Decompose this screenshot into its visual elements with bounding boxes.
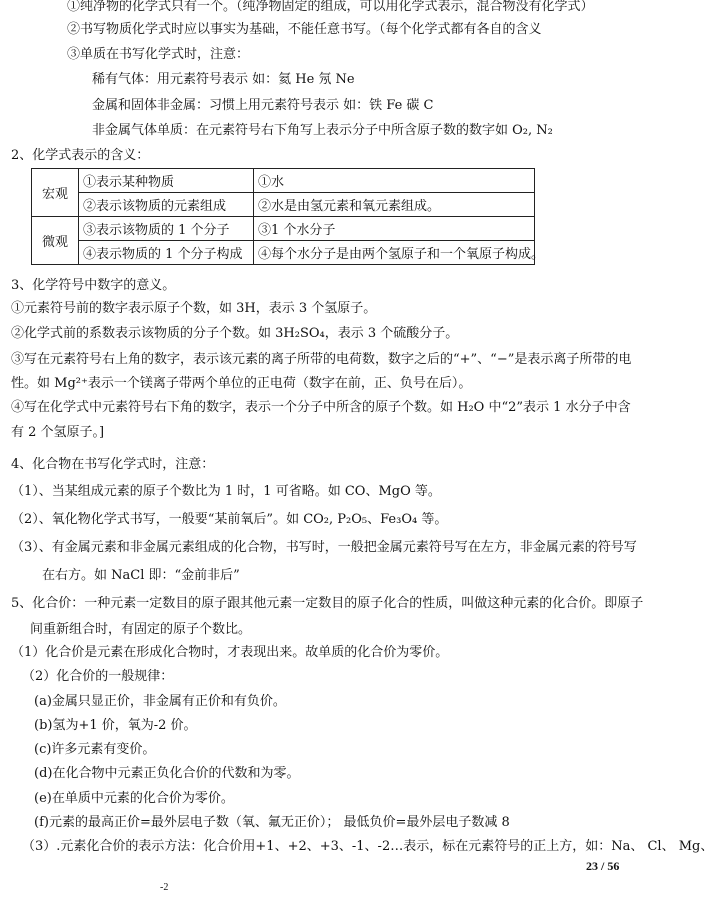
table-cell-micro: 微观 [32, 217, 79, 265]
table-cell: ③1 个水分子 [254, 217, 535, 241]
table-row [32, 241, 535, 265]
text-line-5: 金属和固体非金属：习惯上用元素符号表示 如：铁 Fe 碳 C [92, 98, 434, 113]
table-cell: ③表示该物质的 1 个分子 [79, 217, 254, 241]
text-line-11: ③写在元素符号右上角的数字，表示该元素的离子所带的电荷数，数字之后的“+”、“−”是表示离子所带的电 [11, 352, 632, 367]
text-line-14: 有 2 个氢原子。] [11, 425, 105, 440]
text-line-17: （2）、氧化物化学式书写，一般要“某前氧后”。如 CO₂, P₂O₅、Fe₃O₄ 等。 [11, 512, 448, 527]
text-line-27: (d)在化合物中元素正负化合价的代数和为零。 [34, 766, 300, 781]
text-line-2: ②书写物质化学式时应以事实为基础，不能任意书写。（每个化学式都有各自的含义 [67, 22, 542, 37]
text-line-25: (b)氢为+1 价，氧为-2 价。 [34, 718, 197, 733]
table-cell: ④每个水分子是由两个氢原子和一个氧原子构成。 [254, 241, 535, 265]
text-line-13: ④写在化学式中元素符号右下角的数字，表示一个分子中所含的原子个数。如 H₂O 中“2”表示 1 水分子中含 [11, 400, 631, 415]
text-line-28: (e)在单质中元素的化合价为零价。 [34, 791, 234, 806]
text-line-10: ②化学式前的系数表示该物质的分子个数。如 3H₂SO₄，表示 3 个硫酸分子。 [11, 326, 459, 341]
table-cell: ①表示某种物质 [79, 169, 254, 193]
formula-meaning-table [31, 168, 545, 265]
text-line-1: ①纯净物的化学式只有一个。（纯净物固定的组成，可以用化学式表示，混合物没有化学式） [67, 0, 594, 14]
text-line-23: （2）化合价的一般规律： [22, 669, 174, 684]
table-row [32, 193, 535, 217]
text-line-16: （1）、当某组成元素的原子个数比为 1 时，1 可省略。如 CO、MgO 等。 [11, 484, 441, 499]
table-row [32, 169, 535, 193]
table-cell: ①水 [254, 169, 535, 193]
text-line-20: 5、化合价：一种元素一定数目的原子跟其他元素一定数目的原子化合的性质，叫做这种元素的化合价。即原子 [11, 596, 644, 611]
text-line-3: ③单质在书写化学式时，注意： [67, 47, 250, 62]
table-row [32, 217, 535, 241]
table-cell: ②水是由氢元素和氧元素组成。 [254, 193, 535, 217]
table-cell: ②表示该物质的元素组成 [79, 193, 254, 217]
page-number: 23 / 56 [586, 859, 620, 873]
text-line-15: 4、化合物在书写化学式时，注意： [11, 457, 215, 472]
text-line-18: （3）、有金属元素和非金属元素组成的化合物，书写时，一般把金属元素符号写在左方，非金属元素的符号写 [11, 540, 637, 555]
footnote-mark: -2 [160, 882, 169, 893]
table-cell: ④表示物质的 1 个分子构成 [79, 241, 254, 265]
table-cell-macro: 宏观 [32, 169, 79, 217]
text-line-24: (a)金属只显正价，非金属有正价和有负价。 [34, 694, 286, 709]
text-line-30: （3）.元素化合价的表示方法：化合价用+1、+2、+3、-1、-2…表示，标在元素符号的正上方，如：Na、 Cl、 Mg、 [22, 839, 713, 854]
text-line-4: 稀有气体：用元素符号表示 如：氦 He 氖 Ne [92, 72, 355, 87]
text-line-8: 3、化学符号中数字的意义。 [11, 278, 176, 293]
text-line-9: ①元素符号前的数字表示原子个数，如 3H，表示 3 个氢原子。 [11, 301, 377, 316]
text-line-12: 性。如 Mg²⁺表示一个镁离子带两个单位的正电荷（数字在前，正、负号在后）。 [11, 376, 472, 391]
text-line-26: (c)许多元素有变价。 [34, 742, 156, 757]
text-line-19: 在右方。如 NaCl 即：“金前非后” [42, 568, 240, 583]
text-line-6: 非金属气体单质：在元素符号右下角写上表示分子中所含原子数的数字如 O₂, N₂ [92, 123, 553, 138]
text-line-29: (f)元素的最高正价=最外层电子数（氧、氟无正价）； 最低负价=最外层电子数减 8 [34, 815, 510, 830]
text-line-7: 2、化学式表示的含义： [11, 148, 150, 163]
text-line-21: 间重新组合时，有固定的原子个数比。 [30, 622, 252, 637]
text-line-22: （1）化合价是元素在形成化合物时，才表现出来。故单质的化合价为零价。 [11, 645, 449, 660]
